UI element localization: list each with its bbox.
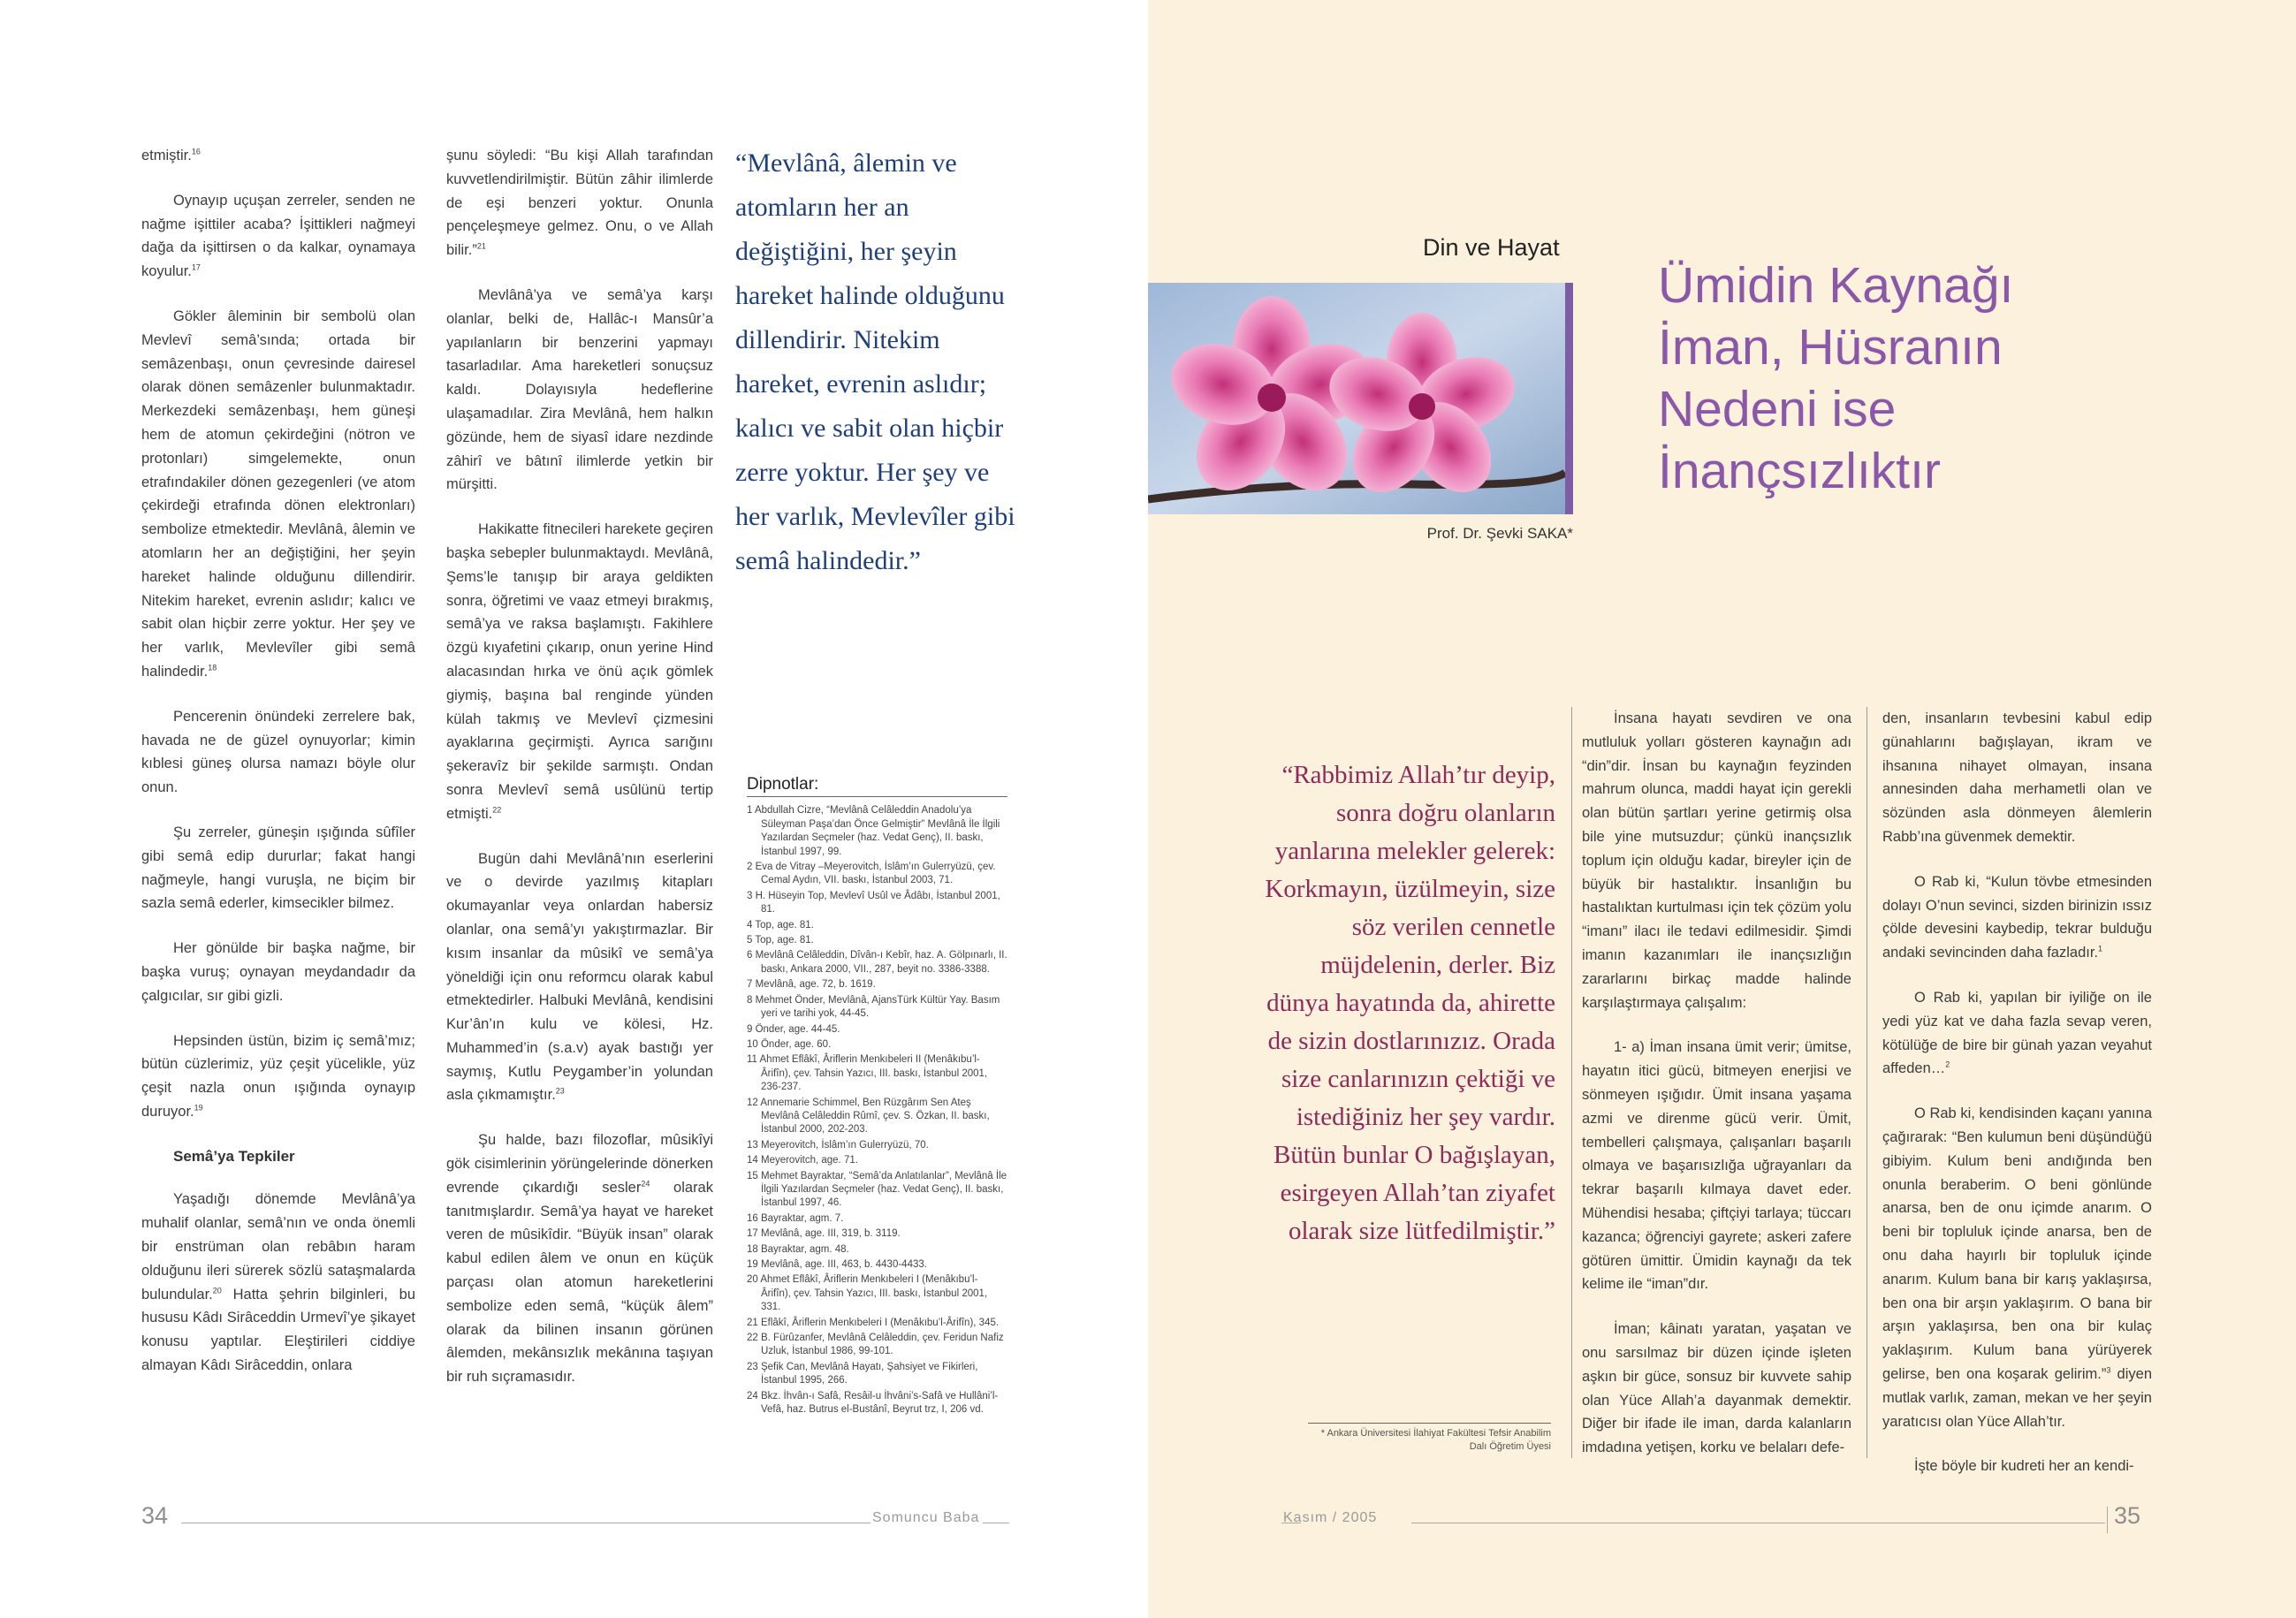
- footnote-item: 15 Mehmet Bayraktar, “Semâ’da Anlatılanlar”, Mevlânâ İle İlgili Yazılardan Seçmeler (haz. Vedat Genç), II. baskı, İstanbul 1997, 46.: [747, 1170, 1007, 1209]
- footnote-item: 5 Top, age. 81.: [747, 935, 814, 946]
- footnote-item: 4 Top, age. 81.: [747, 919, 814, 931]
- paragraph: Oynayıp uçuşan zerreler, senden ne nağme işittiler acaba? İşittikleri nağmeyi dağa da işittirsen o da kalkar, oynamaya koyulur.$^{17}$: [141, 192, 415, 280]
- page-number: 35: [2114, 1502, 2141, 1529]
- title-line: İnançsızlıktır: [1658, 443, 1941, 499]
- paragraph: Yaşadığı dönemde Mevlânâ’ya muhalif olanlar, semâ’nın ve onda önemli bir enstrüman olan rebâbın haram olduğunu ileri sürerek sözlü sataşmalarda bulundular.$^{20}$ Hatta şehrin bilginleri, bu hususu Kâdı Sirâceddin Urmevî’ye şikayet konusu yaptılar. Eleştirileri ciddiye almayan Kâdı Sirâceddin, onlara: [141, 1191, 415, 1374]
- paragraph: Pencerenin önündeki zerrelere bak, havada ne de güzel oynuyorlar; kimin kıblesi güneş olursa namazı böyle olur onun.: [141, 708, 415, 796]
- article-title: [1658, 254, 2029, 502]
- footnote-item: 2 Eva de Vitray –Meyerovitch, İslâm’ın Gulerryüzü, çev. Cemal Aydın, VII. baskı, İstanbul 2003, 71.: [747, 862, 996, 886]
- right-column-2: [1882, 707, 2152, 1500]
- paragraph: Şu halde, bazı filozoflar, mûsikîyi gök cisimlerinin yörüngelerinde dönerken evrende çıkardığı sesler$^{24}$ olarak tanıtmışlardır. Semâ’ya hayat ve hareket veren de mûsikîdir. “Büyük insan” olarak kabul edilen âlem ve onun en küçük parçası olan atomun hareketlerini sembolize eden semâ, “küçük âlem” olarak da bilinen insanın görünen âlemden, mekânsızlık mekânına taşıyan bir ruh sıçramasıdır.: [446, 1132, 713, 1386]
- footnote-item: 6 Mevlânâ Celâleddin, Dîvân-ı Kebîr, haz. A. Gölpınarlı, II. baskı, Ankara 2000, VII., 287, beyit no. 3386-3388.: [747, 950, 1007, 975]
- footnote-item: 19 Mevlânâ, age. III, 463, b. 4430-4433.: [747, 1259, 927, 1270]
- section-label: Din ve Hayat: [1423, 234, 1560, 261]
- footnote-list: [747, 804, 1007, 1417]
- footnote-item: 18 Bayraktar, agm. 48.: [747, 1243, 849, 1255]
- paragraph: O Rab ki, yapılan bir iyiliğe on ile yedi yüz kat ve daha fazla sevap veren, kötülüğe de bire bir günah yazan veyahut affeden…$^2$: [1882, 989, 2152, 1077]
- footnote-item: 20 Ahmet Eflâkî, Âriflerin Menkıbeleri I (Menâkıbu’l-Ârifîn), çev. Tahsin Yazıcı, III. baskı, İstanbul 2001, 331.: [747, 1274, 988, 1313]
- footnote-item: 21 Eflâkî, Âriflerin Menkıbeleri I (Menâkıbu’l-Ârifîn), 345.: [747, 1317, 1000, 1328]
- footnotes-heading: Dipnotlar:: [747, 778, 1007, 797]
- section-heading: Semâ’ya Tepkiler: [173, 1147, 295, 1165]
- footnote-item: 1 Abdullah Cizre, “Mevlânâ Celâleddin Anadolu’ya Süleyman Paşa’dan Önce Gelmiştir” Mevlânâ İle İlgili Yazılardan Seçmeler (haz. Vedat Genç), II. baskı, İstanbul 1997, 99.: [747, 805, 1000, 857]
- author-name: Prof. Dr. Şevki SAKA*: [1426, 525, 1573, 542]
- footnote-item: 16 Bayraktar, agm. 7.: [747, 1212, 844, 1224]
- paragraph: Hepsinden üstün, bizim iç semâ’mız; bütün cüzlerimiz, yüz çeşit yücelikle, yüz çeşit nazla onun ışığında oynayıp duruyor.$^{19}$: [141, 1032, 415, 1120]
- paragraph: İnsana hayatı sevdiren ve ona mutluluk yolları gösteren kaynağın adı “din”dir. İnsan bu kaynağın feyzinden mahrum olunca, maddi hayat için gerekli olan bütün şartları yerine getirmiş olsa bile yine mutsuzdur; çünkü inançsızlık toplum için olduğu kadar, bireyler için de büyük bir hastalıktır. İnsanlığın bu hastalıktan kurtulması için tek çözüm yolu “imanı” ilacı ile tedavi edilmesidir. Şimdi imanın kazanımları ile inançsızlığın zararlarını birkaç madde halinde karşılaştırmaya çalışalım:: [1582, 710, 1851, 1011]
- footnote-item: 8 Mehmet Önder, Mevlânâ, AjansTürk Kültür Yay. Basım yeri ve tarihi yok, 44-45.: [747, 994, 1000, 1020]
- footer-divider: [2107, 1507, 2108, 1533]
- footnote-item: 24 Bkz. İhvân-ı Safâ, Resâil-u İhvâni’s-Safâ ve Hullâni’l-Vefâ, haz. Butrus el-Bustânî, Beyrut trz, I, 206 vd.: [747, 1390, 999, 1416]
- cherry-blossom-photo: [1148, 283, 1565, 514]
- cherry-blossom-photo: [1148, 283, 1565, 514]
- footnote-item: 13 Meyerovitch, İslâm’ın Gulerryüzü, 70.: [747, 1139, 929, 1151]
- footnote-item: 3 H. Hüseyin Top, Mevlevî Usûl ve Âdâbı, İstanbul 2001, 81.: [747, 890, 1000, 915]
- footnote-item: 23 Şefik Can, Mevlânâ Hayatı, Şahsiyet ve Fikirleri, İstanbul 1995, 266.: [747, 1361, 978, 1386]
- photo-accent-bar: [1565, 283, 1573, 514]
- footnotes: [747, 775, 1007, 1418]
- paragraph: Hakikatte fitnecileri harekete geçiren başka sebepler bulunmaktaydı. Mevlânâ, Şems’le tanışıp bir araya geldikten sonra, öğretimi ve vaaz etmeyi bırakmış, semâ’ya ve raksa başlamıştı. Fakihlere özgü kıyafetini çıkarıp, onun yerine Hind alacasından hırka ve önü açık gömlek giymiş, başına bal renginde yünden külah takmış ve Mevlevî çizmesini ayaklarına geçirmişti. Ayrıca sarığını şekeravîz bir şekilde sarmıştı. Ondan sonra Mevlevî semâ usûlünü tertip etmişti.$^{22}$: [446, 521, 713, 822]
- title-line: Ümidin Kaynağı: [1658, 257, 2014, 314]
- magazine-name: Somuncu Baba: [872, 1510, 980, 1525]
- paragraph: etmiştir.$^{16}$: [141, 147, 201, 163]
- paragraph: Mevlânâ’ya ve semâ’ya karşı olanlar, belki de, Hallâc-ı Mansûr’a yapılanların bir benzerini yapmayı tasarladılar. Ama hareketleri sonuçsuz kaldı. Dolayısıyla hedeflerine ulaşamadılar. Zira Mevlânâ, hem halkın gözünde, hem de siyasî idare nezdinde zâhirî ve bâtınî ilimlerde yetkin bir mürşitti.: [446, 286, 713, 493]
- footnote-item: 9 Önder, age. 44-45.: [747, 1023, 840, 1035]
- right-column-1: [1582, 707, 1851, 1481]
- pull-quote: “Rabbimiz Allah’tır deyip, sonra doğru olanların yanlarına melekler gelerek: Korkmayın, üzülmeyin, size söz verilen cennetle müjdelenin, derler. Biz dünya hayatında da, ahirette de sizin dostlarınızız. Orada size canlarınızın çektiği ve istediğiniz her şey vardır. Bütün bunlar O bağışlayan, esirgeyen Allah’tan ziyafet olarak size lütfedilmiştir.”: [1265, 761, 1555, 1245]
- footnote-item: 7 Mevlânâ, age. 72, b. 1619.: [747, 979, 876, 991]
- pull-quote: “Mevlânâ, âlemin ve atomların her an değiştiğini, her şeyin hareket halinde olduğunu dillendirir. Nitekim hareket, evrenin aslıdır; kalıcı ve sabit olan hiçbir zerre yoktur. Her şey ve her varlık, Mevlevîler gibi semâ halindedir.”: [735, 148, 1015, 575]
- paragraph: Bugün dahi Mevlânâ’nın eserlerini ve o devirde yazılmış kitapları okumayanlar veya onlardan habersiz olanlar, ona semâ’yı yakıştırmazlar. Bir kısım insanlar da mûsikî ve semâ’ya yöneldiği için onu reformcu olarak kabul etmektedirler. Halbuki Mevlânâ, kendisini Kur’ân’ın kulu ve kölesi, Hz. Muhammed’in (s.a.v) ayak bastığı yer saymış, Kutlu Peygamber’in yolundan asla çıkmamıştır.$^{23}$: [446, 850, 713, 1104]
- paragraph: şunu söyledi: “Bu kişi Allah tarafından kuvvetlendirilmiştir. Bütün zâhir ilimlerde de eşi benzeri yoktur. Onunla pençeleşmeye gelmez. Onu, o ve Allah bilir.”$^{21}$: [446, 148, 713, 259]
- paragraph: İman; kâinatı yaratan, yaşatan ve onu sarsılmaz bir düzen içinde işleten aşkın bir güce, sonsuz bir kuvvete sahip olan Yüce Allah’a dayanmak demektir. Diğer bir ifade ile iman, darda kalanların imdadına yetişen, korku ve belaları defe-: [1582, 1321, 1851, 1456]
- page-number: 34: [141, 1502, 169, 1529]
- column-divider: [1866, 707, 1867, 1458]
- left-column-1: [141, 144, 415, 1399]
- title-line: İman, Hüsranın: [1658, 319, 2003, 376]
- footnote-item: 10 Önder, age. 60.: [747, 1038, 832, 1050]
- paragraph: den, insanların tevbesini kabul edip günahlarını bağışlayan, ikram ve ihsanına nihayet olmayan, insana annesinden daha merhametli olan ve sözünden asla dönmeyen âlemlerin Rabb’ına güvenmek demektir.: [1882, 710, 2152, 845]
- paragraph: 1- a) İman insana ümit verir; ümitse, hayatın itici gücü, bitmeyen enerjisi ve sönmeyen ışığıdır. Ümit insana yaşama azmi ve direnme gücü verir. Ümit, tembelleri çalışmaya, çalışanları başarılı olmaya ve başarısızlığa uğrayanları da tekrar başarılı kılmaya davet eder. Mühendisi hesaba; çiftçiyi tarlaya; tüccarı kazanca; öğrenciyi gayrete; askeri zafere götüren ümittir. Ümidin kaynağı da tek kelime ile “iman”dır.: [1582, 1039, 1851, 1293]
- paragraph: Gökler âleminin bir sembolü olan Mevlevî semâ’sında; ortada bir semâzenbaşı, onun çevresinde dairesel olarak dönen semâzenler bulunmaktadır. Merkezdeki semâzenbaşı, hem güneşi hem de atomun çekirdeğini (nötron ve protonları) simgelemekte, onun etrafındakiler dönen gezegenleri (ve atom çekirdeği etrafında dönen elektronları) sembolize etmektedir. Mevlânâ, âlemin ve atomların her an değiştiğini, her şeyin hareket halinde olduğunu dillendirir. Nitekim hareket, evrenin aslıdır; kalıcı ve sabit olan hiçbir zerre yoktur. Her şey ve her varlık, Mevlevîler gibi semâ halindedir.$^{18}$: [141, 308, 415, 680]
- paragraph: Her gönülde bir başka nağme, bir başka vuruş; oynayan meydandadır da çalgıcılar, sır gibi gizli.: [141, 940, 415, 1004]
- paragraph: O Rab ki, kendisinden kaçanı yanına çağırarak: “Ben kulumun beni düşündüğü gibiyim. Kulum beni andığında ben onunla beraberim. O beni gönlünde anarsa, ben de onu içimde anarım. O beni bir topluluk içinde anarsa, ben de onu daha hayırlı bir topluluk içinde anarım. Kulum bana bir karış yaklaşırsa, ben ona bir arşın yaklaşırım. O bana bir arşın yaklaşırsa, ben ona bir kulaç yaklaşırım. Kulum bana yürüyerek gelirse, ben ona koşarak gelirim.”$^3$ diyen mutlak varlık, zaman, mekan ve her şeyin yaratıcısı olan Yüce Allah’tır.: [1882, 1105, 2153, 1430]
- paragraph: İşte böyle bir kudreti her an kendi-: [1914, 1458, 2134, 1475]
- column-divider: [1571, 707, 1572, 1458]
- issue-date: Kasım / 2005: [1283, 1510, 1378, 1525]
- title-line: Nedeni ise: [1658, 381, 1897, 437]
- footnote-item: 22 B. Fürûzanfer, Mevlânâ Celâleddin, çev. Feridun Nafiz Uzluk, İstanbul 1986, 99-101.: [747, 1333, 1004, 1357]
- footnote-item: 14 Meyerovitch, age. 71.: [747, 1155, 858, 1166]
- paragraph: Şu zerreler, güneşin ışığında sûfîler gibi semâ edip dururlar; fakat hangi nağmeyle, hangi vuruşla, ne biçim bir sazla semâ ederler, kimsecikler bilmez.: [141, 824, 415, 912]
- left-column-2: [446, 144, 713, 1410]
- author-affiliation: * Ankara Üniversitesi İlahiyat Fakültesi Tefsir Anabilim Dalı Öğretim Üyesi: [1308, 1423, 1551, 1454]
- footnote-item: 17 Mevlânâ, age. III, 319, b. 3119.: [747, 1228, 901, 1240]
- paragraph: O Rab ki, “Kulun tövbe etmesinden dolayı O’nun sevinci, sizden birinizin ıssız çölde devesini kaybedip, tekrar bulduğu andaki sevincinden daha fazladır.$^1$: [1882, 873, 2152, 961]
- footnote-item: 12 Annemarie Schimmel, Ben Rüzgârım Sen Ateş Mevlânâ Celâleddin Rûmî, çev. S. Özkan, II. baskı, İstanbul 2000, 202-203.: [747, 1097, 990, 1136]
- footnote-item: 11 Ahmet Eflâkî, Âriflerin Menkıbeleri II (Menâkıbu’l-Ârifîn), çev. Tahsin Yazıcı, III. baskı, İstanbul 2001, 236-237.: [747, 1054, 988, 1093]
